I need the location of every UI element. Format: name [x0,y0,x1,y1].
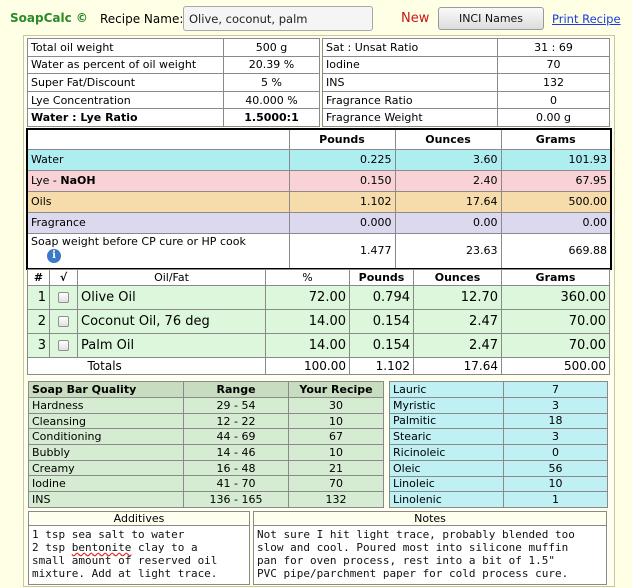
lye-type: NaOH [60,174,96,187]
notes-textarea[interactable]: Not sure I hit light trace, probably blended too slow and cool. Poured most into silicone muffin pan for oven process, rest into a bit of 1.5" PVC pipe/parchment paper for cold process cure. [257,528,575,580]
weights-table [26,128,612,270]
weights-header-ounces: Ounces [395,129,501,149]
quality-name: Bubbly [29,445,184,461]
additives-line: small amount of reserved oil [32,554,218,567]
fragrance-weight-value: 0.00 g [498,109,610,127]
additives-text: clay to a [131,541,198,554]
oils-totals-label: Totals [78,358,266,375]
oil-row-num: 3 [28,334,50,358]
quality-value: 30 [289,398,384,414]
oil-row-checkbox-cell [50,334,78,358]
oil-row-num: 2 [28,310,50,334]
oil-row-checkbox-cell [50,310,78,334]
soap-weight-ounces: 23.63 [395,233,501,269]
superfat-label: Super Fat/Discount [28,74,224,92]
oil-row-checkbox[interactable] [58,340,69,351]
oil-row-checkbox-cell [50,286,78,310]
quality-range: 16 - 48 [184,460,289,476]
quality-header-range: Range [184,382,289,398]
quality-header-recipe: Your Recipe [289,382,384,398]
oils-grams: 500.00 [501,191,611,212]
soap-weight-text: Soap weight before CP cure or HP cook [31,234,246,248]
ins-label: INS [323,74,498,92]
quality-name: Hardness [29,398,184,414]
oils-header-ounces: Ounces [414,270,502,286]
sat-unsat-value: 31 : 69 [498,39,610,57]
lye-concentration-value: 40.000 % [224,91,320,109]
quality-value: 21 [289,460,384,476]
oil-row-name: Coconut Oil, 76 deg [78,310,266,334]
oil-row-name: Olive Oil [78,286,266,310]
oil-row-ounces: 2.47 [414,310,502,334]
water-lye-ratio-label: Water : Lye Ratio [28,109,224,127]
fatty-acid-name: Ricinoleic [390,445,504,461]
summary-left-table [27,38,320,127]
oils-totals-grams: 500.00 [502,358,610,375]
fatty-acids-table [389,381,608,508]
oil-row [28,286,610,310]
water-pounds: 0.225 [289,149,395,170]
ins-value: 132 [498,74,610,92]
weights-header-grams: Grams [501,129,611,149]
iodine-label: Iodine [323,56,498,74]
lye-concentration-label: Lye Concentration [28,91,224,109]
oils-label: Oils [27,191,289,212]
water-grams: 101.93 [501,149,611,170]
oils-totals-ounces: 17.64 [414,358,502,375]
fatty-acid-name: Stearic [390,429,504,445]
oil-row-ounces: 2.47 [414,334,502,358]
water-percent-label: Water as percent of oil weight [28,56,224,74]
quality-value: 67 [289,429,384,445]
print-recipe-link[interactable]: Print Recipe [552,12,621,26]
app-brand: SoapCalc © [10,11,88,25]
oil-row-pounds: 0.154 [350,334,414,358]
soap-weight-grams: 669.88 [501,233,611,269]
additives-line [32,541,246,554]
fatty-acid-name: Myristic [390,397,504,413]
superfat-value: 5 % [224,74,320,92]
iodine-value: 70 [498,56,610,74]
quality-range: 44 - 69 [184,429,289,445]
quality-range: 136 - 165 [184,492,289,508]
weights-header-blank [27,129,289,149]
oils-header-percent: % [266,270,350,286]
oils-ounces: 17.64 [395,191,501,212]
oil-row-num: 1 [28,286,50,310]
oil-row-name: Palm Oil [78,334,266,358]
quality-name: Cleansing [29,413,184,429]
oil-row-pounds: 0.794 [350,286,414,310]
oil-row-percent[interactable]: 14.00 [266,334,350,358]
info-icon[interactable]: i [47,249,61,263]
oil-row-ounces: 12.70 [414,286,502,310]
soap-weight-pounds: 1.477 [289,233,395,269]
quality-value: 10 [289,413,384,429]
lye-ounces: 2.40 [395,170,501,191]
fatty-acid-value: 1 [504,492,608,508]
quality-value: 70 [289,476,384,492]
spellcheck-word: bentonite [71,541,132,554]
oil-row-pounds: 0.154 [350,310,414,334]
additives-box [28,511,250,585]
oils-totals-pounds: 1.102 [350,358,414,375]
sat-unsat-label: Sat : Unsat Ratio [323,39,498,57]
oil-row-checkbox[interactable] [58,292,69,303]
additives-textarea[interactable] [29,526,249,582]
notes-title: Notes [254,512,606,526]
oil-row-grams: 70.00 [502,334,610,358]
additives-title: Additives [29,512,249,526]
quality-range: 41 - 70 [184,476,289,492]
oil-row-checkbox[interactable] [58,316,69,327]
oil-row-percent[interactable]: 14.00 [266,310,350,334]
fragrance-grams: 0.00 [501,212,611,233]
fragrance-ounces: 0.00 [395,212,501,233]
recipe-name-label: Recipe Name: [100,12,184,26]
fatty-acid-name: Linoleic [390,476,504,492]
notes-box [253,511,607,585]
total-oil-weight-label: Total oil weight [28,39,224,57]
total-oil-weight-value: 500 g [224,39,320,57]
quality-name: INS [29,492,184,508]
oil-row-grams: 360.00 [502,286,610,310]
soap-weight-label [27,233,289,269]
fatty-acid-name: Lauric [390,382,504,398]
quality-value: 10 [289,445,384,461]
fatty-acid-name: Linolenic [390,492,504,508]
oil-row-percent[interactable]: 72.00 [266,286,350,310]
fragrance-label: Fragrance [27,212,289,233]
fragrance-pounds: 0.000 [289,212,395,233]
lye-label [27,170,289,191]
quality-range: 14 - 46 [184,445,289,461]
fatty-acid-value: 7 [504,382,608,398]
oils-totals-percent: 100.00 [266,358,350,375]
quality-name: Conditioning [29,429,184,445]
oils-header-check: √ [50,270,78,286]
fatty-acid-value: 3 [504,429,608,445]
fatty-acid-name: Palmitic [390,413,504,429]
recipe-name-input[interactable] [183,6,373,31]
oils-header-pounds: Pounds [350,270,414,286]
lye-grams: 67.95 [501,170,611,191]
quality-range: 12 - 22 [184,413,289,429]
fatty-acid-value: 3 [504,397,608,413]
water-lye-ratio-value: 1.5000:1 [224,109,320,127]
oils-header-num: # [28,270,50,286]
oils-table [27,269,610,375]
oils-pounds: 1.102 [289,191,395,212]
additives-line: mixture. Add at light trace. [32,567,218,580]
fatty-acid-value: 56 [504,460,608,476]
additives-text: 2 tsp [32,541,72,554]
fatty-acid-value: 18 [504,413,608,429]
inci-names-button[interactable]: INCI Names [438,7,544,30]
water-label: Water [27,149,289,170]
fragrance-ratio-value: 0 [498,91,610,109]
quality-name: Creamy [29,460,184,476]
new-label[interactable]: New [401,11,430,26]
summary-right-table [322,38,610,127]
weights-header-pounds: Pounds [289,129,395,149]
quality-name: Iodine [29,476,184,492]
water-ounces: 3.60 [395,149,501,170]
fatty-acid-value: 10 [504,476,608,492]
oil-row-grams: 70.00 [502,310,610,334]
oils-totals-row [28,358,610,375]
additives-line: 1 tsp sea salt to water [32,528,185,541]
fatty-acid-value: 0 [504,445,608,461]
quality-range: 29 - 54 [184,398,289,414]
lye-pounds: 0.150 [289,170,395,191]
oil-row [28,310,610,334]
oils-header-grams: Grams [502,270,610,286]
soap-bar-quality-table [28,381,384,508]
quality-header-name: Soap Bar Quality [29,382,184,398]
fragrance-ratio-label: Fragrance Ratio [323,91,498,109]
oils-header-name: Oil/Fat [78,270,266,286]
water-percent-value: 20.39 % [224,56,320,74]
fatty-acid-name: Oleic [390,460,504,476]
fragrance-weight-label: Fragrance Weight [323,109,498,127]
lye-label-prefix: Lye - [31,174,61,187]
oil-row [28,334,610,358]
quality-value: 132 [289,492,384,508]
